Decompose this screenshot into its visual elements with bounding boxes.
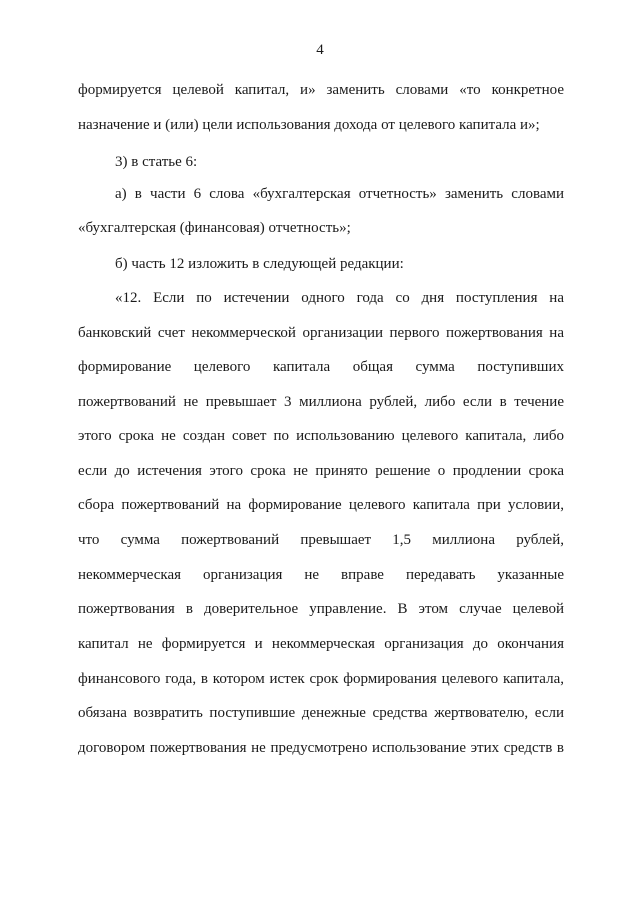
text-line: назначение и (или) цели использования дохода от целевого капитала и»; <box>78 117 540 133</box>
text-line: а) в части 6 слова «бухгалтерская отчетность» заменить словами <box>115 186 564 202</box>
text-line: договором пожертвования не предусмотрено использование этих средств в <box>78 740 564 756</box>
text-line: этого срока не создан совет по использованию целевого капитала, либо <box>78 428 564 444</box>
text-line: обязана возвратить поступившие денежные средства жертвователю, если <box>78 705 564 721</box>
text-line: если до истечения этого срока не принято решение о продлении срока <box>78 463 564 479</box>
text-line: что сумма пожертвований превышает 1,5 миллиона рублей, <box>78 532 564 548</box>
text-line: «бухгалтерская (финансовая) отчетность»; <box>78 220 351 236</box>
text-line: некоммерческая организация не вправе передавать указанные <box>78 567 564 583</box>
text-line: формируется целевой капитал, и» заменить словами «то конкретное <box>78 82 564 98</box>
text-line: сбора пожертвований на формирование целевого капитала при условии, <box>78 497 564 513</box>
text-line: финансового года, в котором истек срок формирования целевого капитала, <box>78 671 564 687</box>
text-line: б) часть 12 изложить в следующей редакции: <box>115 256 404 272</box>
text-line: «12. Если по истечении одного года со дня поступления на <box>115 290 564 306</box>
text-line: 3) в статье 6: <box>115 154 198 170</box>
text-line: формирование целевого капитала общая сумма поступивших <box>78 359 564 375</box>
text-line: пожертвований не превышает 3 миллиона рублей, либо если в течение <box>78 394 564 410</box>
text-line: пожертвования в доверительное управление. В этом случае целевой <box>78 601 564 617</box>
text-line: капитал не формируется и некоммерческая организация до окончания <box>78 636 564 652</box>
page-number: 4 <box>316 42 324 58</box>
text-line: банковский счет некоммерческой организации первого пожертвования на <box>78 325 564 341</box>
